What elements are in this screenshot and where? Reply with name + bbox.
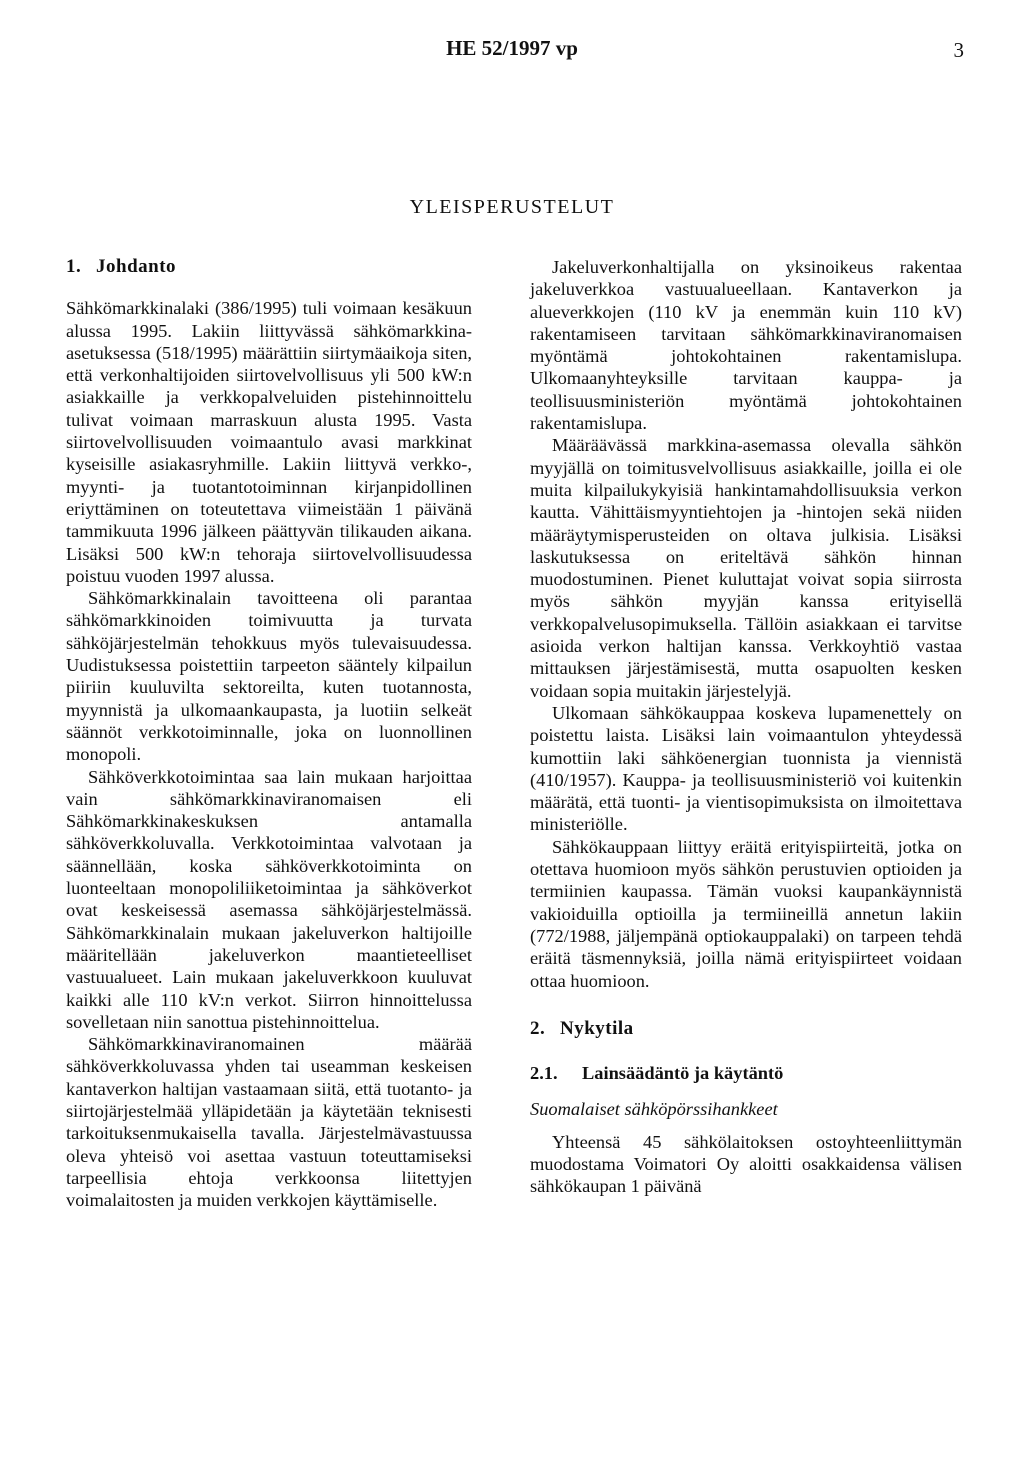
section-heading-johdanto	[66, 256, 472, 278]
section-heading-nykytila	[530, 1018, 962, 1040]
section-number: 1.	[66, 256, 82, 277]
paragraph: Sähkökauppaan liittyy eräitä erityispiirteitä, jotka on otettava huomioon myös sähkön perustuvien optioiden ja termiinien kaupassa. Tämän vuoksi kaupankäynnistä vakioiduilla optioilla ja termiineillä annetun lakiin (772/1988, jäljempänä optiokauppalaki) on tarpeen tehdä eräitä täsmennyksiä, joilla nämä erityispiirteet voidaan ottaa huomioon.	[530, 836, 962, 991]
right-column	[530, 256, 962, 1198]
paragraph: Määräävässä markkina-asemassa olevalla sähkön myyjällä on toimitusvelvollisuus asiakkaille, joilla ei ole muita kilpailukykyisiä hankintamahdollisuuksia verkon kautta. Vähittäismyyntiehtojen ja -hintojen sekä niiden määräytymisperusteiden on oltava julkisia. Lisäksi laskutuksessa on eriteltävä sähkön hinnan muodostuminen. Pienet kuluttajat voivat sopia siirrosta myös sähkön myyjän kanssa erityisellä verkkopalvelusopimuksella. Tällöin asiakkaan ei tarvitse asioida verkon haltijan kanssa. Verkkoyhtiö vastaa mittauksen järjestämisestä, mutta osapuolten kesken voidaan sopia muitakin järjestelyjä.	[530, 435, 962, 701]
main-heading: YLEISPERUSTELUT	[409, 196, 615, 218]
section-number: 2.	[530, 1017, 546, 1039]
paragraph: Jakeluverkonhaltijalla on yksinoikeus rakentaa jakeluverkkoa vastuualueellaan. Kantaverkon ja alueverkkojen (110 kV ja enemmän kuin 110 kV) rakentamiseen tarvitaan sähkömarkkinaviranomaisen myöntämä johtokohtainen rakentamislupa. Ulkomaanyhteyksille tarvitaan kauppa- ja teollisuusministeriön myöntämä johtokohtainen rakentamislupa.	[530, 257, 962, 434]
subsection-number: 2.1.	[530, 1063, 558, 1084]
document-id: HE 52/1997 vp	[446, 36, 578, 60]
section-title: Nykytila	[560, 1017, 634, 1039]
italic-subheading: Suomalaiset sähköpörssihankkeet	[530, 1099, 778, 1120]
left-column	[66, 256, 472, 1211]
paragraph: Sähkömarkkinalain tavoitteena oli parantaa sähkömarkkinoiden toimivuutta ja turvata sähköjärjestelmän tehokkuus myös tulevaisuudessa. Uudistuksessa poistettiin tarpeeton sääntely kilpailun piiriin kuuluvilta sektoreilta, kuten tuotannosta, myynnistä ja ulkomaankaupasta, ja luotiin selkeät säännöt verkkotoiminnalle, joka on luonnollinen monopoli.	[66, 588, 472, 765]
paragraph: Ulkomaan sähkökauppaa koskeva lupamenettely on poistettu laista. Lisäksi lain voimaantulon yhteydessä kumottiin laki sähköenergian tuonnista ja viennistä (410/1957). Kauppa- ja teollisuusministeriö voi kuitenkin määrätä, että tuonti- ja vientisopimuksista on ilmoitettava ministeriölle.	[530, 702, 962, 835]
section-title: Johdanto	[96, 256, 177, 277]
subsection-heading	[530, 1062, 962, 1084]
paragraph: Yhteensä 45 sähkölaitoksen ostoyhteenliittymän muodostama Voimatori Oy aloitti osakkaidensa välisen sähkökaupan 1 päivänä	[530, 1131, 962, 1197]
subsection-title: Lainsäädäntö ja käytäntö	[582, 1063, 784, 1084]
paragraph: Sähkömarkkinalaki (386/1995) tuli voimaan kesäkuun alussa 1995. Lakiin liittyvässä sähkömarkkina-asetuksessa (518/1995) määrättiin siirtymäaikoja siten, että verkonhaltijoiden siirtovelvollisuus yli 500 kW:n asiakkaille ja verkkopalveluiden pistehinnoittelu tulivat voimaan marraskuun alusta 1995. Vasta siirtovelvollisuuden voimaantulo avasi markkinat kyseisille asiakasryhmille. Lakiin liittyvä verkko-, myynti- ja tuotantotoiminnan kirjanpidollinen eriyttäminen on toteutettava viimeistään 1 päivänä tammikuuta 1996 jälkeen päättyvän tilikauden aikana. Lisäksi 500 kW:n tehoraja siirtovelvollisuudessa poistuu vuoden 1997 alussa.	[66, 298, 472, 586]
page-number: 3	[953, 38, 964, 62]
paragraph: Sähkömarkkinaviranomainen määrää sähköverkkoluvassa yhden tai useamman keskeisen kantaverkon haltijan vastaamaan siitä, että tuotanto- ja siirtojärjestelmää ylläpidetään ja käytetään teknisesti tarkoituksenmukaisella tavalla. Järjestelmävastuussa oleva yhteisö voi asettaa vastuun toteuttamiseksi tarpeellisia ehtoja verkkoonsa liitettyjen voimalaitosten ja muiden verkkojen käyttämiselle.	[66, 1034, 472, 1211]
paragraph: Sähköverkkotoimintaa saa lain mukaan harjoittaa vain sähkömarkkinaviranomaisen eli Sähkömarkkinakeskuksen antamalla sähköverkkoluvalla. Verkkotoimintaa valvotaan ja säännellään, koska sähköverkkotoiminta on luonteeltaan monopoliliiketoimintaa ja sähköverkot ovat keskeisessä asemassa sähköjärjestelmässä. Sähkömarkkinalain mukaan jakeluverkon haltijoille määritellään jakeluverkon maantieteelliset vastuualueet. Lain mukaan jakeluverkkoon kuuluvat kaikki alle 110 kV:n verkot. Siirron hinnoittelussa sovelletaan niin sanottua pistehinnoittelua.	[66, 766, 472, 1032]
page-header	[0, 36, 1024, 76]
